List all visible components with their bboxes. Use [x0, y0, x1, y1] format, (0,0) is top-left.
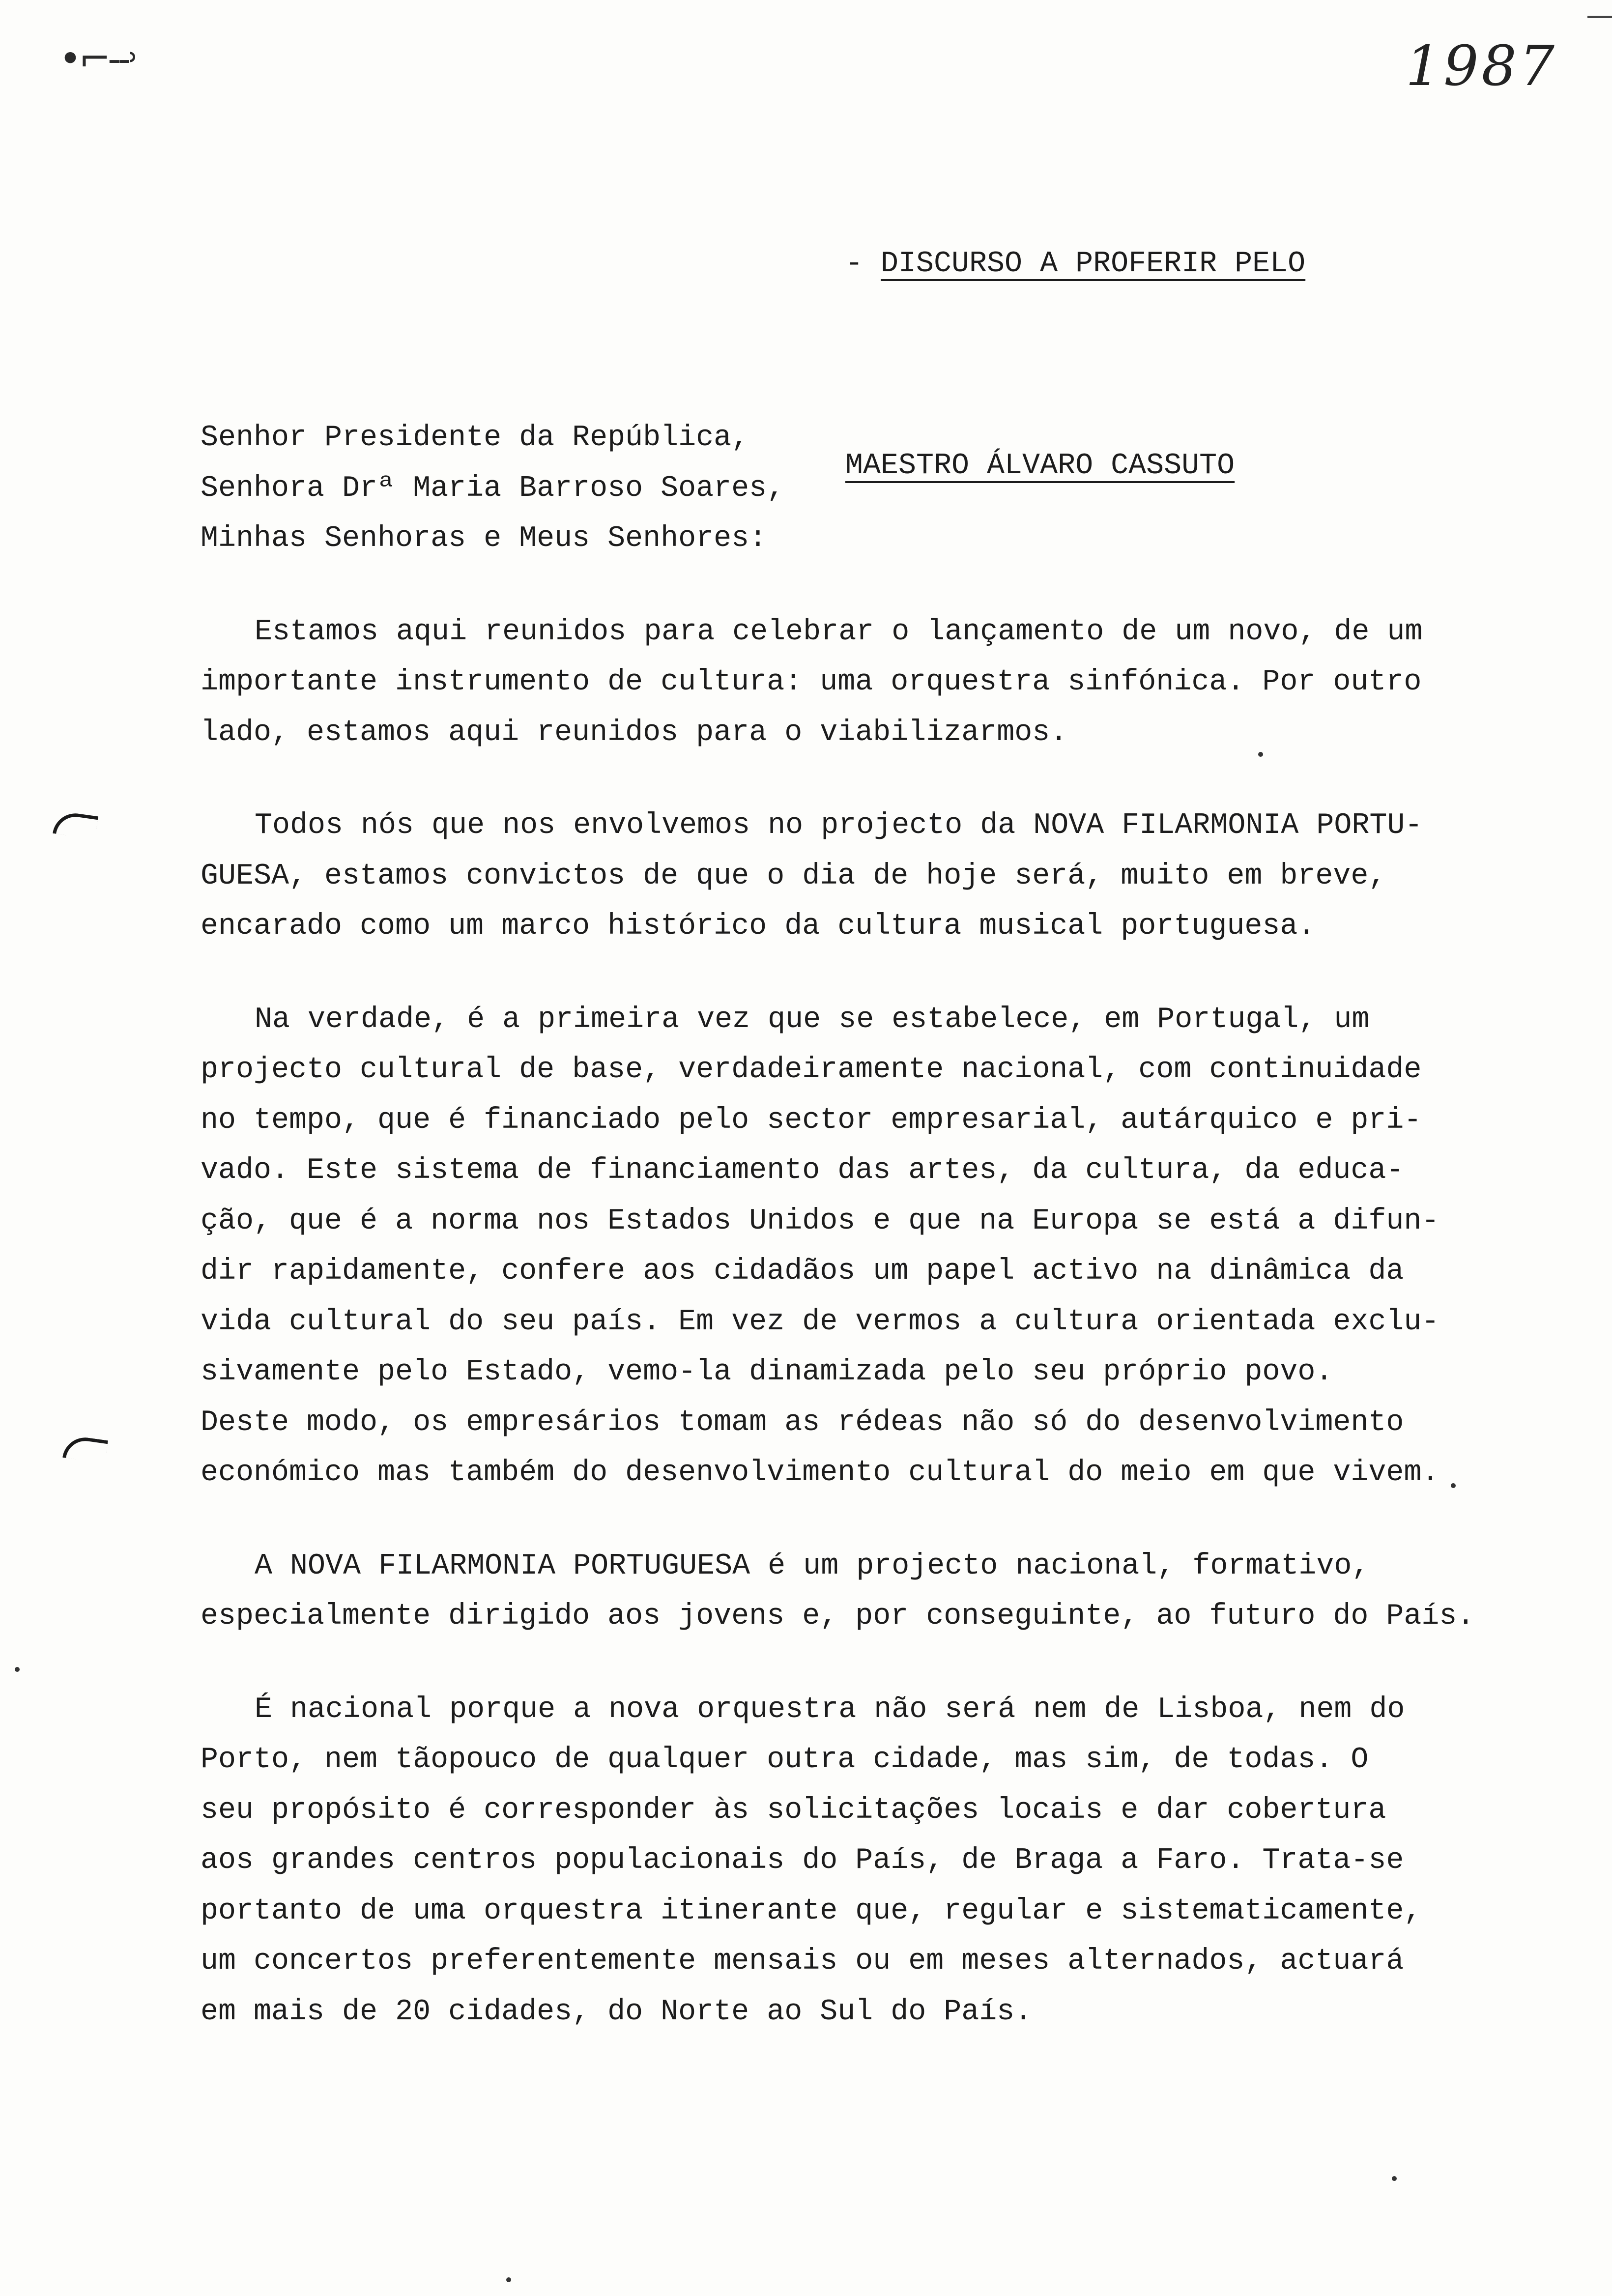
paragraph-line: Na verdade, é a primeira vez que se estabelece, em Portugal, um [255, 1003, 1370, 1036]
paragraph-line: vado. Este sistema de financiamento das artes, da cultura, da educa- [201, 1154, 1404, 1187]
paragraph-line: encarado como um marco histórico da cultura musical portuguesa. [201, 910, 1316, 943]
salutation-line: Minhas Senhoras e Meus Senhores: [201, 522, 767, 555]
paragraph-line: dir rapidamente, confere aos cidadãos um papel activo na dinâmica da [201, 1255, 1404, 1288]
paragraph-5 [201, 1685, 1449, 2038]
paragraph-3 [201, 995, 1449, 1498]
paragraph-line: especialmente dirigido aos jovens e, por conseguinte, ao futuro do País. [201, 1600, 1475, 1633]
margin-bracket-mark [53, 810, 98, 839]
paragraph-line: Deste modo, os empresários tomam as rédeas não só do desenvolvimento [201, 1406, 1404, 1439]
corner-handwritten-mark: •⌐‐‐˒ [59, 37, 137, 81]
paragraph-line: É nacional porque a nova orquestra não será nem de Lisboa, nem do [255, 1693, 1405, 1726]
edge-mark [1587, 16, 1612, 18]
heading-line-2-text: MAESTRO ÁLVARO CASSUTO [845, 449, 1235, 483]
scan-speck [506, 2277, 511, 2282]
paragraph-line: Todos nós que nos envolvemos no projecto da NOVA FILARMONIA PORTU- [255, 809, 1423, 842]
scan-speck [1392, 2176, 1397, 2181]
paragraph-line: seu propósito é corresponder às solicitações locais e dar cobertura [201, 1793, 1386, 1827]
paragraph-line: um concertos preferentemente mensais ou em meses alternados, actuará [201, 1945, 1404, 1978]
paragraph-line: portanto de uma orquestra itinerante que, regular e sistematicamente, [201, 1894, 1422, 1928]
salutation-line: Senhor Presidente da República, [201, 421, 749, 455]
paragraph-line: ção, que é a norma nos Estados Unidos e que na Europa se está a difun- [201, 1204, 1439, 1238]
paragraph-line: em mais de 20 cidades, do Norte ao Sul do País. [201, 1995, 1033, 2029]
paragraph-1 [201, 607, 1449, 758]
salutation-line: Senhora Drª Maria Barroso Soares, [201, 471, 785, 505]
paragraph-line: A NOVA FILARMONIA PORTUGUESA é um projecto nacional, formativo, [255, 1549, 1370, 1583]
paragraph-line: sivamente pelo Estado, vemo-la dinamizada pelo seu próprio povo. [201, 1355, 1333, 1389]
handwritten-page-number: 1987 [1406, 34, 1558, 98]
paragraph-line: Porto, nem tãopouco de qualquer outra cidade, mas sim, de todas. O [201, 1743, 1369, 1777]
paragraph-line: importante instrumento de cultura: uma orquestra sinfónica. Por outro [201, 665, 1422, 699]
heading-line-1 [845, 230, 1305, 298]
paragraph-line: aos grandes centros populacionais do País, de Braga a Faro. Trata-se [201, 1844, 1404, 1877]
paragraph-line: projecto cultural de base, verdadeiramente nacional, com continuidade [201, 1053, 1422, 1087]
letter-body [201, 413, 1475, 2037]
paragraph-line: vida cultural do seu país. Em vez de vermos a cultura orientada exclu- [201, 1305, 1439, 1339]
paragraph-line: Estamos aqui reunidos para celebrar o lançamento de um novo, de um [255, 615, 1423, 649]
heading-line-1-text: DISCURSO A PROFERIR PELO [881, 247, 1306, 281]
paragraph-line: no tempo, que é financiado pelo sector empresarial, autárquico e pri- [201, 1103, 1422, 1137]
paragraph-line: lado, estamos aqui reunidos para o viabilizarmos. [201, 716, 1068, 749]
paragraph-2 [201, 801, 1449, 952]
paragraph-4 [201, 1541, 1475, 1642]
paragraph-line: económico mas também do desenvolvimento cultural do meio em que vivem. [201, 1456, 1439, 1490]
salutation-block [201, 413, 1449, 564]
heading-dash: - [845, 247, 881, 281]
scan-speck [15, 1667, 20, 1672]
margin-bracket-mark [62, 1435, 108, 1464]
scan-speck [1451, 1483, 1456, 1488]
paragraph-line: GUESA, estamos convictos de que o dia de hoje será, muito em breve, [201, 859, 1386, 893]
